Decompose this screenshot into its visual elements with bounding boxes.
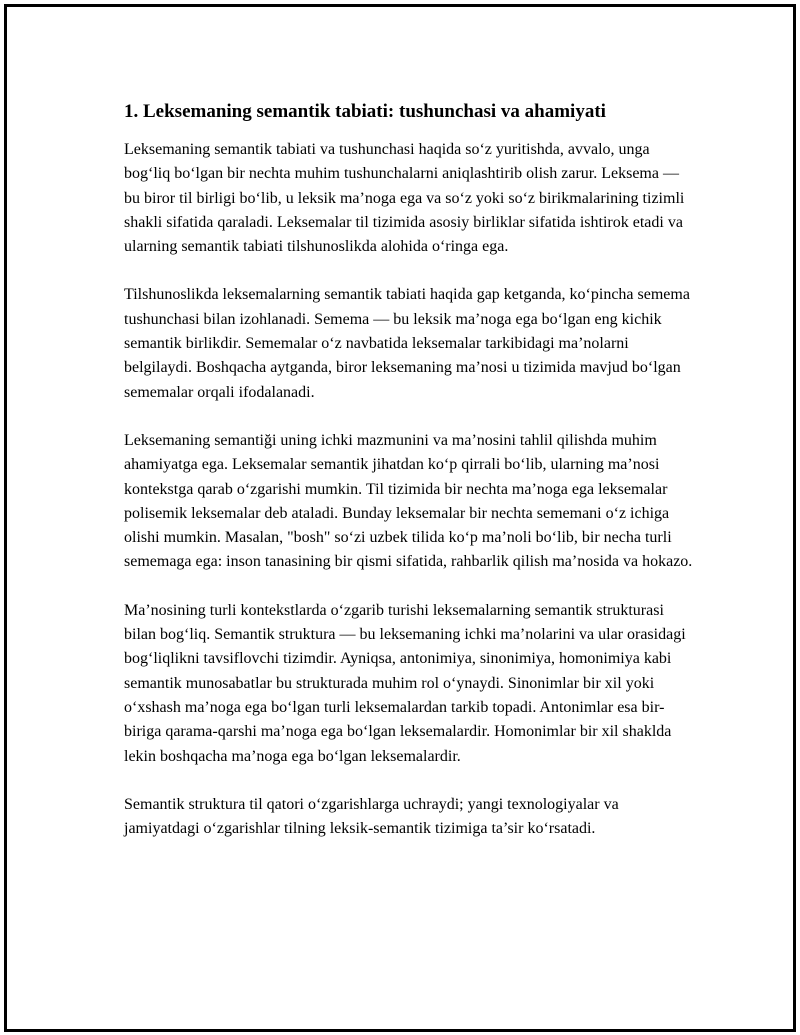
paragraph-5: Semantik struktura til qatori o‘zgarishlarga uchraydi; yangi texnologiyalar va jamiyatdagi o‘zgarishlar tilning leksik-semantik tizimiga ta’sir ko‘rsatadi. [124, 795, 619, 838]
paragraph-2: Tilshunoslikda leksemalarning semantik tabiati haqida gap ketganda, ko‘pincha semema tushunchasi bilan izohlanadi. Semema — bu leksik ma’noga ega bo‘lgan eng kichik semantik birlikdir. Sememalar o‘z navbatida leksemalar tarkibidagi ma’nolarni belgilaydi. Boshqacha aytganda, biror leksemaning ma’nosi u tizimida mavjud bo‘lgan sememalar orqali ifodalanadi. [124, 286, 690, 401]
paragraph-1: Leksemaning semantik tabiati va tushunchasi haqida so‘z yuritishda, avvalo, unga bog‘liq bo‘lgan bir nechta muhim tushunchalarni aniqlashtirib olish zarur. Leksema — bu biror til birligi bo‘lib, u leksik ma’noga ega va so‘z yoki so‘z birikmalarining tizimli shakli sifatida qaraladi. Leksemalar til tizimida asosiy birliklar sifatida ishtirok etadi va ularning semantik tabiati tilshunoslikda alohida o‘ringa ega. [124, 141, 685, 256]
section-heading: 1. Leksemaning semantik tabiati: tushunchasi va ahamiyati [124, 101, 606, 122]
document-body [124, 99, 694, 841]
paragraph-4: Ma’nosining turli kontekstlarda o‘zgarib turishi leksemalarning semantik strukturasi bilan bog‘liq. Semantik struktura — bu leksemaning ichki ma’nolarini va ular orasidagi bog‘liqlikni tavsiflovchi tizimdir. Ayniqsa, antonimiya, sinonimiya, homonimiya kabi semantik munosabatlar bu strukturada muhim rol o‘ynaydi. Sinonimlar bir xil yoki o‘xshash ma’noga ega bo‘lgan turli leksemalardan tarkib topadi. Antonimlar esa bir-biriga qarama-qarshi ma’noga ega bo‘lgan leksemalardir. Homonimlar bir xil shaklda lekin boshqacha ma’noga ega bo‘lgan leksemalardir. [124, 601, 686, 765]
paragraph-3: Leksemaning semantiği uning ichki mazmunini va ma’nosini tahlil qilishda muhim ahamiyatga ega. Leksemalar semantik jihatdan ko‘p qirrali bo‘lib, ularning ma’nosi kontekstga qarab o‘zgarishi mumkin. Til tizimida bir nechta ma’noga ega leksemalar polisemik leksemalar deb ataladi. Bunday leksemalar bir nechta sememani o‘z ichiga olishi mumkin. Masalan, "bosh" so‘zi uzbek tilida ko‘p ma’noli bo‘lib, bir necha turli sememaga ega: inson tanasining bir qismi sifatida, rahbarlik qilish ma’nosida va hokazo. [124, 431, 693, 571]
page-frame [4, 4, 796, 1032]
